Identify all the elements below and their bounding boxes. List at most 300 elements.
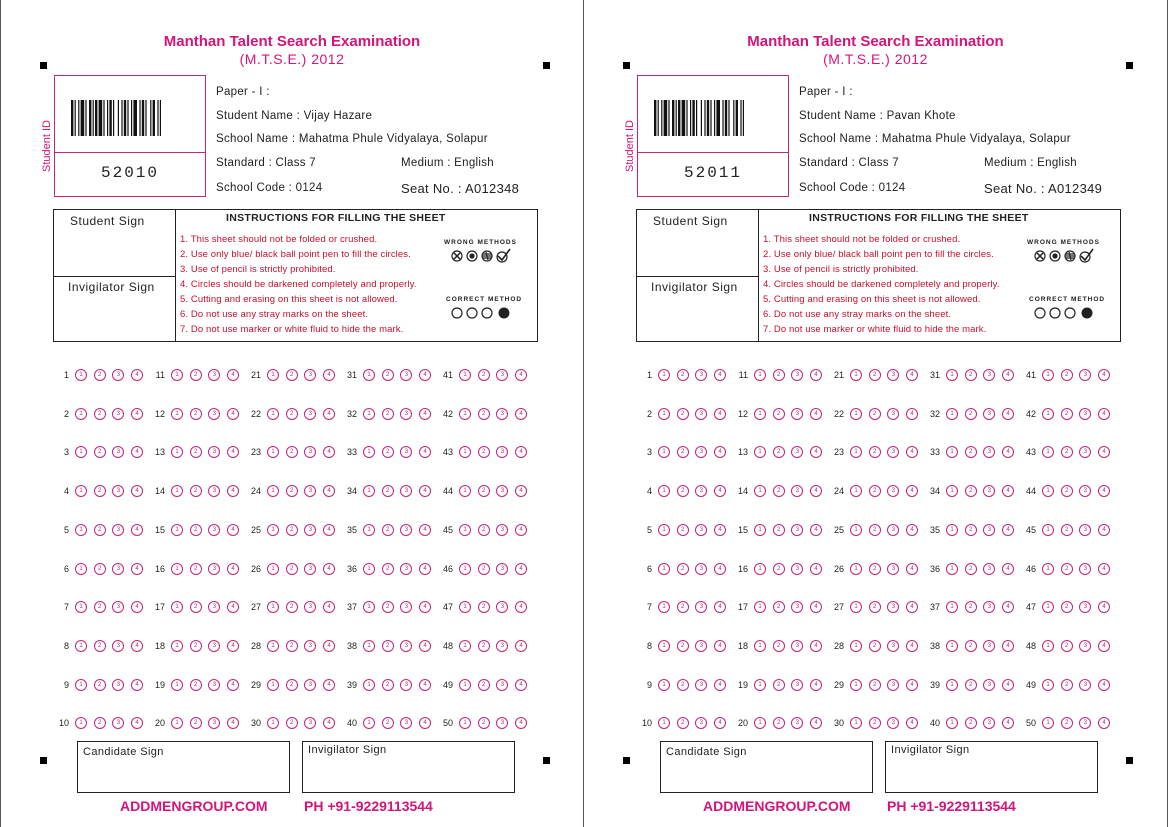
answer-bubble[interactable]: 1 <box>267 446 279 458</box>
answer-bubble[interactable]: 2 <box>94 408 106 420</box>
answer-bubble[interactable]: 2 <box>190 601 202 613</box>
invigilator-sign-box[interactable] <box>885 741 1098 793</box>
answer-bubble[interactable]: 1 <box>459 446 471 458</box>
answer-bubble[interactable]: 2 <box>478 679 490 691</box>
answer-bubble[interactable]: 3 <box>112 485 124 497</box>
answer-bubble[interactable]: 1 <box>1042 446 1054 458</box>
answer-bubble[interactable]: 1 <box>75 717 87 729</box>
answer-bubble[interactable]: 2 <box>965 524 977 536</box>
answer-bubble[interactable]: 2 <box>382 563 394 575</box>
answer-bubble[interactable]: 4 <box>714 485 726 497</box>
answer-bubble[interactable]: 1 <box>658 601 670 613</box>
answer-bubble[interactable]: 3 <box>304 524 316 536</box>
answer-bubble[interactable]: 4 <box>227 640 239 652</box>
answer-bubble[interactable]: 2 <box>190 446 202 458</box>
answer-bubble[interactable]: 2 <box>677 408 689 420</box>
answer-bubble[interactable]: 2 <box>773 717 785 729</box>
answer-bubble[interactable]: 4 <box>1098 485 1110 497</box>
answer-bubble[interactable]: 1 <box>75 446 87 458</box>
answer-bubble[interactable]: 4 <box>419 485 431 497</box>
answer-bubble[interactable]: 3 <box>496 408 508 420</box>
answer-bubble[interactable]: 1 <box>459 408 471 420</box>
answer-bubble[interactable]: 4 <box>1002 369 1014 381</box>
answer-bubble[interactable]: 1 <box>946 679 958 691</box>
answer-bubble[interactable]: 3 <box>304 369 316 381</box>
answer-bubble[interactable]: 2 <box>1061 601 1073 613</box>
answer-bubble[interactable]: 4 <box>131 446 143 458</box>
answer-bubble[interactable]: 3 <box>400 640 412 652</box>
answer-bubble[interactable]: 3 <box>791 679 803 691</box>
answer-bubble[interactable]: 2 <box>965 408 977 420</box>
answer-bubble[interactable]: 3 <box>791 485 803 497</box>
answer-bubble[interactable]: 1 <box>75 524 87 536</box>
answer-bubble[interactable]: 2 <box>965 640 977 652</box>
answer-bubble[interactable]: 1 <box>946 524 958 536</box>
answer-bubble[interactable]: 4 <box>714 369 726 381</box>
answer-bubble[interactable]: 3 <box>887 485 899 497</box>
answer-bubble[interactable]: 2 <box>478 369 490 381</box>
answer-bubble[interactable]: 4 <box>810 369 822 381</box>
answer-bubble[interactable]: 2 <box>965 369 977 381</box>
answer-bubble[interactable]: 4 <box>323 563 335 575</box>
answer-bubble[interactable]: 1 <box>1042 408 1054 420</box>
answer-bubble[interactable]: 2 <box>869 679 881 691</box>
answer-bubble[interactable]: 4 <box>1098 717 1110 729</box>
answer-bubble[interactable]: 4 <box>323 601 335 613</box>
answer-bubble[interactable]: 2 <box>869 408 881 420</box>
answer-bubble[interactable]: 1 <box>754 446 766 458</box>
answer-bubble[interactable]: 3 <box>304 640 316 652</box>
answer-bubble[interactable]: 3 <box>304 563 316 575</box>
answer-bubble[interactable]: 4 <box>1098 369 1110 381</box>
answer-bubble[interactable]: 4 <box>131 717 143 729</box>
answer-bubble[interactable]: 2 <box>478 446 490 458</box>
answer-bubble[interactable]: 1 <box>946 408 958 420</box>
answer-bubble[interactable]: 2 <box>190 679 202 691</box>
answer-bubble[interactable]: 2 <box>382 679 394 691</box>
answer-bubble[interactable]: 3 <box>1079 601 1091 613</box>
answer-bubble[interactable]: 3 <box>400 485 412 497</box>
answer-bubble[interactable]: 4 <box>1098 679 1110 691</box>
answer-bubble[interactable]: 3 <box>496 369 508 381</box>
answer-bubble[interactable]: 1 <box>754 408 766 420</box>
answer-bubble[interactable]: 3 <box>304 446 316 458</box>
answer-bubble[interactable]: 2 <box>965 563 977 575</box>
answer-bubble[interactable]: 2 <box>773 485 785 497</box>
answer-bubble[interactable]: 4 <box>906 446 918 458</box>
answer-bubble[interactable]: 3 <box>1079 369 1091 381</box>
answer-bubble[interactable]: 4 <box>515 679 527 691</box>
answer-bubble[interactable]: 3 <box>1079 679 1091 691</box>
answer-bubble[interactable]: 4 <box>227 601 239 613</box>
answer-bubble[interactable]: 1 <box>946 563 958 575</box>
answer-bubble[interactable]: 1 <box>754 369 766 381</box>
candidate-sign-box[interactable] <box>660 741 873 793</box>
answer-bubble[interactable]: 3 <box>400 369 412 381</box>
answer-bubble[interactable]: 2 <box>1061 524 1073 536</box>
answer-bubble[interactable]: 1 <box>75 485 87 497</box>
answer-bubble[interactable]: 2 <box>1061 408 1073 420</box>
answer-bubble[interactable]: 3 <box>983 485 995 497</box>
answer-bubble[interactable]: 3 <box>1079 408 1091 420</box>
answer-bubble[interactable]: 4 <box>515 640 527 652</box>
answer-bubble[interactable]: 1 <box>754 563 766 575</box>
answer-bubble[interactable]: 2 <box>286 563 298 575</box>
answer-bubble[interactable]: 1 <box>946 640 958 652</box>
answer-bubble[interactable]: 4 <box>419 446 431 458</box>
answer-bubble[interactable]: 3 <box>1079 485 1091 497</box>
answer-bubble[interactable]: 3 <box>1079 446 1091 458</box>
answer-bubble[interactable]: 2 <box>1061 369 1073 381</box>
answer-bubble[interactable]: 3 <box>112 408 124 420</box>
answer-bubble[interactable]: 2 <box>677 640 689 652</box>
answer-bubble[interactable]: 3 <box>496 601 508 613</box>
answer-bubble[interactable]: 2 <box>773 369 785 381</box>
answer-bubble[interactable]: 4 <box>515 524 527 536</box>
answer-bubble[interactable]: 3 <box>208 446 220 458</box>
answer-bubble[interactable]: 3 <box>400 679 412 691</box>
answer-bubble[interactable]: 4 <box>1002 524 1014 536</box>
answer-bubble[interactable]: 1 <box>1042 679 1054 691</box>
answer-bubble[interactable]: 1 <box>850 369 862 381</box>
answer-bubble[interactable]: 3 <box>791 640 803 652</box>
answer-bubble[interactable]: 4 <box>810 485 822 497</box>
answer-bubble[interactable]: 1 <box>363 446 375 458</box>
answer-bubble[interactable]: 3 <box>208 679 220 691</box>
answer-bubble[interactable]: 4 <box>714 408 726 420</box>
answer-bubble[interactable]: 3 <box>208 640 220 652</box>
answer-bubble[interactable]: 1 <box>459 717 471 729</box>
answer-bubble[interactable]: 1 <box>363 679 375 691</box>
answer-bubble[interactable]: 1 <box>171 679 183 691</box>
answer-bubble[interactable]: 2 <box>94 640 106 652</box>
answer-bubble[interactable]: 3 <box>983 369 995 381</box>
answer-bubble[interactable]: 1 <box>1042 369 1054 381</box>
answer-bubble[interactable]: 4 <box>515 408 527 420</box>
answer-bubble[interactable]: 2 <box>382 485 394 497</box>
answer-bubble[interactable]: 2 <box>1061 679 1073 691</box>
answer-bubble[interactable]: 3 <box>791 601 803 613</box>
answer-bubble[interactable]: 4 <box>131 485 143 497</box>
answer-bubble[interactable]: 2 <box>869 524 881 536</box>
answer-bubble[interactable]: 4 <box>323 369 335 381</box>
answer-bubble[interactable]: 4 <box>714 640 726 652</box>
answer-bubble[interactable]: 1 <box>754 485 766 497</box>
answer-bubble[interactable]: 4 <box>515 601 527 613</box>
answer-bubble[interactable]: 1 <box>171 601 183 613</box>
answer-bubble[interactable]: 2 <box>869 446 881 458</box>
answer-bubble[interactable]: 2 <box>94 601 106 613</box>
answer-bubble[interactable]: 3 <box>695 563 707 575</box>
answer-bubble[interactable]: 2 <box>965 446 977 458</box>
answer-bubble[interactable]: 4 <box>810 640 822 652</box>
answer-bubble[interactable]: 2 <box>478 485 490 497</box>
answer-bubble[interactable]: 2 <box>286 679 298 691</box>
answer-bubble[interactable]: 3 <box>887 446 899 458</box>
answer-bubble[interactable]: 3 <box>208 485 220 497</box>
answer-bubble[interactable]: 2 <box>478 601 490 613</box>
answer-bubble[interactable]: 2 <box>677 717 689 729</box>
answer-bubble[interactable]: 2 <box>869 601 881 613</box>
answer-bubble[interactable]: 3 <box>695 369 707 381</box>
answer-bubble[interactable]: 3 <box>695 524 707 536</box>
answer-bubble[interactable]: 3 <box>400 563 412 575</box>
answer-bubble[interactable]: 2 <box>965 717 977 729</box>
answer-bubble[interactable]: 1 <box>850 640 862 652</box>
answer-bubble[interactable]: 4 <box>227 446 239 458</box>
answer-bubble[interactable]: 3 <box>695 446 707 458</box>
answer-bubble[interactable]: 4 <box>1098 446 1110 458</box>
answer-bubble[interactable]: 1 <box>850 601 862 613</box>
answer-bubble[interactable]: 1 <box>171 717 183 729</box>
answer-bubble[interactable]: 1 <box>754 601 766 613</box>
answer-bubble[interactable]: 2 <box>94 679 106 691</box>
answer-bubble[interactable]: 4 <box>227 717 239 729</box>
answer-bubble[interactable]: 2 <box>478 524 490 536</box>
answer-bubble[interactable]: 3 <box>695 717 707 729</box>
answer-bubble[interactable]: 4 <box>1002 563 1014 575</box>
answer-bubble[interactable]: 4 <box>714 446 726 458</box>
answer-bubble[interactable]: 4 <box>515 369 527 381</box>
answer-bubble[interactable]: 4 <box>1002 717 1014 729</box>
answer-bubble[interactable]: 4 <box>714 601 726 613</box>
answer-bubble[interactable]: 1 <box>75 640 87 652</box>
answer-bubble[interactable]: 3 <box>112 524 124 536</box>
answer-bubble[interactable]: 2 <box>286 408 298 420</box>
answer-bubble[interactable]: 2 <box>478 717 490 729</box>
answer-bubble[interactable]: 1 <box>267 563 279 575</box>
answer-bubble[interactable]: 4 <box>810 717 822 729</box>
answer-bubble[interactable]: 2 <box>965 485 977 497</box>
answer-bubble[interactable]: 1 <box>1042 563 1054 575</box>
answer-bubble[interactable]: 2 <box>190 485 202 497</box>
answer-bubble[interactable]: 3 <box>496 524 508 536</box>
answer-bubble[interactable]: 2 <box>869 369 881 381</box>
answer-bubble[interactable]: 1 <box>267 408 279 420</box>
answer-bubble[interactable]: 4 <box>714 563 726 575</box>
answer-bubble[interactable]: 1 <box>658 369 670 381</box>
answer-bubble[interactable]: 4 <box>419 717 431 729</box>
answer-bubble[interactable]: 1 <box>459 369 471 381</box>
answer-bubble[interactable]: 4 <box>1002 446 1014 458</box>
answer-bubble[interactable]: 4 <box>906 640 918 652</box>
answer-bubble[interactable]: 4 <box>810 601 822 613</box>
answer-bubble[interactable]: 4 <box>131 601 143 613</box>
answer-bubble[interactable]: 1 <box>267 524 279 536</box>
answer-bubble[interactable]: 3 <box>112 640 124 652</box>
answer-bubble[interactable]: 3 <box>496 640 508 652</box>
answer-bubble[interactable]: 1 <box>267 601 279 613</box>
answer-bubble[interactable]: 1 <box>459 601 471 613</box>
answer-bubble[interactable]: 2 <box>478 408 490 420</box>
answer-bubble[interactable]: 1 <box>658 563 670 575</box>
answer-bubble[interactable]: 1 <box>267 485 279 497</box>
answer-bubble[interactable]: 2 <box>869 640 881 652</box>
answer-bubble[interactable]: 4 <box>419 369 431 381</box>
answer-bubble[interactable]: 2 <box>190 717 202 729</box>
answer-bubble[interactable]: 2 <box>382 640 394 652</box>
answer-bubble[interactable]: 2 <box>382 408 394 420</box>
answer-bubble[interactable]: 4 <box>1002 408 1014 420</box>
answer-bubble[interactable]: 1 <box>171 485 183 497</box>
answer-bubble[interactable]: 3 <box>695 601 707 613</box>
answer-bubble[interactable]: 1 <box>267 369 279 381</box>
answer-bubble[interactable]: 1 <box>850 717 862 729</box>
answer-bubble[interactable]: 4 <box>227 524 239 536</box>
answer-bubble[interactable]: 1 <box>75 563 87 575</box>
answer-bubble[interactable]: 4 <box>419 563 431 575</box>
answer-bubble[interactable]: 2 <box>286 717 298 729</box>
answer-bubble[interactable]: 3 <box>887 563 899 575</box>
answer-bubble[interactable]: 4 <box>810 408 822 420</box>
answer-bubble[interactable]: 4 <box>906 563 918 575</box>
answer-bubble[interactable]: 1 <box>363 601 375 613</box>
answer-bubble[interactable]: 2 <box>478 640 490 652</box>
answer-bubble[interactable]: 3 <box>112 369 124 381</box>
answer-bubble[interactable]: 3 <box>887 408 899 420</box>
answer-bubble[interactable]: 4 <box>515 563 527 575</box>
answer-bubble[interactable]: 2 <box>677 446 689 458</box>
answer-bubble[interactable]: 2 <box>382 446 394 458</box>
answer-bubble[interactable]: 2 <box>190 640 202 652</box>
answer-bubble[interactable]: 1 <box>75 601 87 613</box>
answer-bubble[interactable]: 4 <box>906 601 918 613</box>
answer-bubble[interactable]: 1 <box>171 369 183 381</box>
answer-bubble[interactable]: 1 <box>363 524 375 536</box>
answer-bubble[interactable]: 2 <box>1061 485 1073 497</box>
answer-bubble[interactable]: 1 <box>1042 717 1054 729</box>
answer-bubble[interactable]: 2 <box>773 601 785 613</box>
answer-bubble[interactable]: 2 <box>773 563 785 575</box>
answer-bubble[interactable]: 4 <box>810 563 822 575</box>
answer-bubble[interactable]: 4 <box>131 679 143 691</box>
answer-bubble[interactable]: 3 <box>304 717 316 729</box>
answer-bubble[interactable]: 2 <box>382 717 394 729</box>
answer-bubble[interactable]: 2 <box>677 369 689 381</box>
answer-bubble[interactable]: 1 <box>267 679 279 691</box>
answer-bubble[interactable]: 1 <box>658 485 670 497</box>
answer-bubble[interactable]: 1 <box>946 485 958 497</box>
answer-bubble[interactable]: 3 <box>112 679 124 691</box>
answer-bubble[interactable]: 2 <box>1061 563 1073 575</box>
answer-bubble[interactable]: 3 <box>112 601 124 613</box>
answer-bubble[interactable]: 4 <box>1098 640 1110 652</box>
answer-bubble[interactable]: 1 <box>459 485 471 497</box>
answer-bubble[interactable]: 3 <box>791 524 803 536</box>
answer-bubble[interactable]: 2 <box>869 563 881 575</box>
answer-bubble[interactable]: 1 <box>171 408 183 420</box>
answer-bubble[interactable]: 1 <box>459 563 471 575</box>
answer-bubble[interactable]: 2 <box>94 717 106 729</box>
answer-bubble[interactable]: 1 <box>171 640 183 652</box>
answer-bubble[interactable]: 4 <box>323 679 335 691</box>
answer-bubble[interactable]: 4 <box>906 524 918 536</box>
answer-bubble[interactable]: 1 <box>1042 524 1054 536</box>
answer-bubble[interactable]: 4 <box>419 524 431 536</box>
answer-bubble[interactable]: 4 <box>515 485 527 497</box>
answer-bubble[interactable]: 2 <box>677 524 689 536</box>
answer-bubble[interactable]: 1 <box>946 717 958 729</box>
answer-bubble[interactable]: 3 <box>983 640 995 652</box>
answer-bubble[interactable]: 4 <box>131 408 143 420</box>
answer-bubble[interactable]: 2 <box>382 601 394 613</box>
answer-bubble[interactable]: 3 <box>400 446 412 458</box>
answer-bubble[interactable]: 3 <box>983 408 995 420</box>
answer-bubble[interactable]: 1 <box>850 485 862 497</box>
candidate-sign-box[interactable] <box>77 741 290 793</box>
answer-bubble[interactable]: 4 <box>131 524 143 536</box>
answer-bubble[interactable]: 3 <box>304 408 316 420</box>
answer-bubble[interactable]: 3 <box>791 369 803 381</box>
answer-bubble[interactable]: 4 <box>323 446 335 458</box>
answer-bubble[interactable]: 2 <box>94 563 106 575</box>
answer-bubble[interactable]: 2 <box>773 524 785 536</box>
answer-bubble[interactable]: 3 <box>887 369 899 381</box>
answer-bubble[interactable]: 1 <box>850 408 862 420</box>
answer-bubble[interactable]: 4 <box>419 640 431 652</box>
answer-bubble[interactable]: 3 <box>1079 563 1091 575</box>
answer-bubble[interactable]: 4 <box>323 485 335 497</box>
answer-bubble[interactable]: 4 <box>906 485 918 497</box>
answer-bubble[interactable]: 4 <box>1002 640 1014 652</box>
answer-bubble[interactable]: 1 <box>363 369 375 381</box>
answer-bubble[interactable]: 3 <box>1079 640 1091 652</box>
answer-bubble[interactable]: 2 <box>965 679 977 691</box>
answer-bubble[interactable]: 4 <box>227 485 239 497</box>
answer-bubble[interactable]: 1 <box>75 408 87 420</box>
answer-bubble[interactable]: 4 <box>515 446 527 458</box>
answer-bubble[interactable]: 1 <box>658 717 670 729</box>
answer-bubble[interactable]: 2 <box>286 640 298 652</box>
answer-bubble[interactable]: 3 <box>304 679 316 691</box>
answer-bubble[interactable]: 3 <box>496 679 508 691</box>
invigilator-sign-box[interactable] <box>302 741 515 793</box>
answer-bubble[interactable]: 3 <box>304 601 316 613</box>
answer-bubble[interactable]: 4 <box>810 446 822 458</box>
answer-bubble[interactable]: 1 <box>1042 640 1054 652</box>
answer-bubble[interactable]: 4 <box>1098 408 1110 420</box>
answer-bubble[interactable]: 3 <box>983 446 995 458</box>
answer-bubble[interactable]: 1 <box>171 563 183 575</box>
answer-bubble[interactable]: 3 <box>208 369 220 381</box>
answer-bubble[interactable]: 3 <box>791 563 803 575</box>
answer-bubble[interactable]: 2 <box>190 408 202 420</box>
answer-bubble[interactable]: 2 <box>869 485 881 497</box>
answer-bubble[interactable]: 3 <box>983 563 995 575</box>
answer-bubble[interactable]: 2 <box>382 369 394 381</box>
answer-bubble[interactable]: 4 <box>1098 601 1110 613</box>
answer-bubble[interactable]: 4 <box>810 679 822 691</box>
answer-bubble[interactable]: 4 <box>1002 485 1014 497</box>
answer-bubble[interactable]: 3 <box>983 524 995 536</box>
answer-bubble[interactable]: 1 <box>267 640 279 652</box>
answer-bubble[interactable]: 3 <box>887 679 899 691</box>
answer-bubble[interactable]: 1 <box>850 446 862 458</box>
answer-bubble[interactable]: 2 <box>94 524 106 536</box>
answer-bubble[interactable]: 4 <box>227 369 239 381</box>
answer-bubble[interactable]: 2 <box>190 524 202 536</box>
answer-bubble[interactable]: 2 <box>773 640 785 652</box>
answer-bubble[interactable]: 1 <box>754 524 766 536</box>
answer-bubble[interactable]: 3 <box>208 408 220 420</box>
answer-bubble[interactable]: 4 <box>810 524 822 536</box>
answer-bubble[interactable]: 2 <box>1061 717 1073 729</box>
answer-bubble[interactable]: 1 <box>1042 601 1054 613</box>
answer-bubble[interactable]: 1 <box>363 717 375 729</box>
answer-bubble[interactable]: 1 <box>850 563 862 575</box>
answer-bubble[interactable]: 4 <box>714 679 726 691</box>
answer-bubble[interactable]: 2 <box>773 408 785 420</box>
